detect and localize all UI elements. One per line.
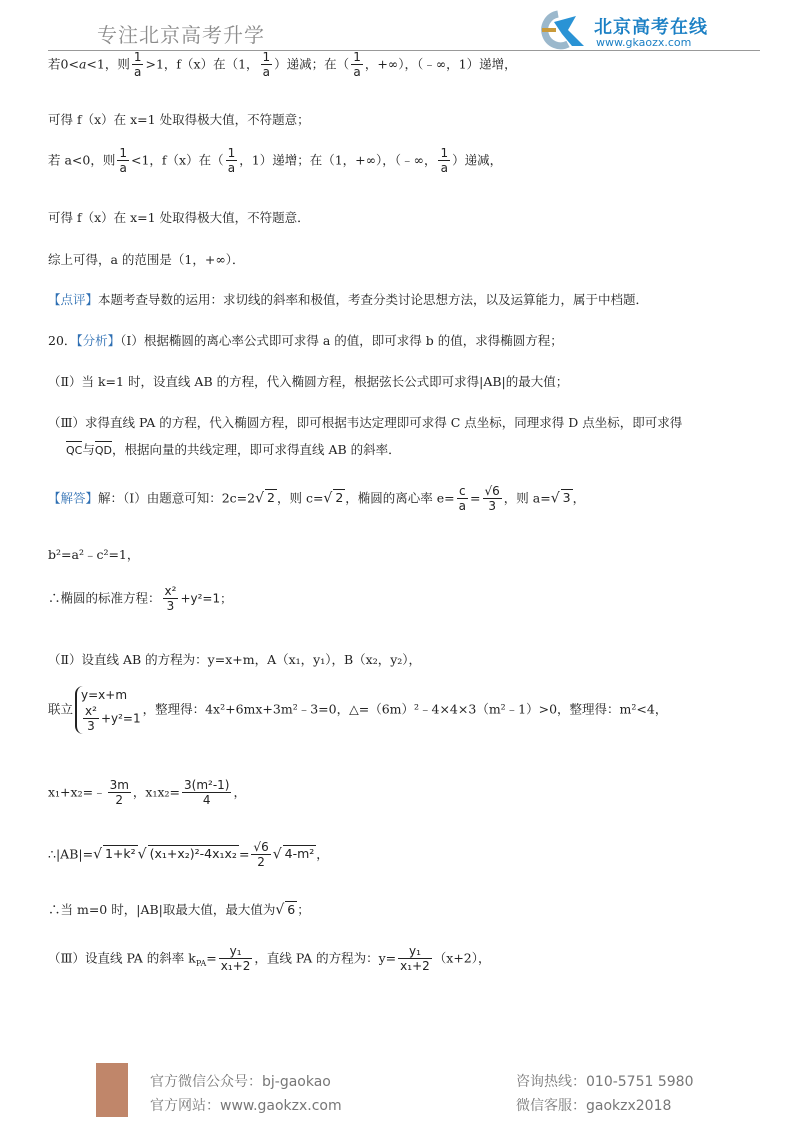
logo-url: www.gkaozx.com (596, 36, 692, 49)
footer-hotline: 咨询热线：010-5751 5980 (516, 1074, 694, 1090)
text-line-1: 若0<a<1，则 $\frac{1}{a}$ >1，f（x）在（1， $\frac{1}{a}$ ）递减；在（ $\frac{1}{a}$ ，+∞），（﹣∞，1）递增， (48, 50, 517, 80)
logo-text: 北京高考在线 (594, 17, 708, 38)
b-squared-line: b²=a²﹣c²=1， (48, 547, 140, 562)
footer-website: 官方网站：www.gaokzx.com (150, 1098, 342, 1114)
ellipse-standard-equation: ∴椭圆的标准方程： $\frac{\text{x²}}{3}$ +y²=1； (48, 584, 233, 614)
max-value-line: ∴当 m=0 时，|AB|取最大值，最大值为√ 6 ； (48, 902, 310, 918)
footer-wechat: 官方微信公众号：bj-gaokao (150, 1074, 331, 1090)
footer-service: 微信客服：gaokzx2018 (516, 1098, 672, 1114)
analysis-part-3a: （Ⅲ）求得直线 PA 的方程，代入椭圆方程，即可根据韦达定理即可求得 C 点坐标，同理求得 D 点坐标，即可求得 (48, 415, 683, 430)
vieta-line: x₁+x₂=﹣ $\frac{3m}{2}$ ，x₁x₂= $\frac{\text{3(m²-1)}}{4}$ ， (48, 778, 246, 808)
text-line-4: 可得 f（x）在 x=1 处取得极大值，不符题意． (48, 210, 310, 225)
analysis-part-3b: QC与QD，根据向量的共线定理，即可求得直线 AB 的斜率． (66, 442, 401, 457)
q20-analysis: 20．【分析】（Ⅰ）根据椭圆的离心率公式即可求得 a 的值，即可求得 b 的值，求得椭圆方程； (48, 333, 563, 348)
analysis-part-2: （Ⅱ）当 k=1 时，设直线 AB 的方程，代入椭圆方程，根据弦长公式即可求得|AB|的最大值； (48, 374, 569, 389)
text-line-2: 可得 f（x）在 x=1 处取得极大值，不符题意； (48, 112, 310, 127)
solution-part-1: 【解答】解：（Ⅰ）由题意可知：2c=2√ 2 ，则 c=√ 2 ，椭圆的离心率 e= $\frac{c}{a}$ = $\frac{√6}{3}$ ，则 a=√ 3 ， (48, 484, 586, 514)
system-of-equations: 联立 y=x+m $\frac{\text{x²}}{3}$ +y²=1 ，整理得：4x²+6mx+3m²﹣3=0，△=（6m）²﹣4×4×3（m²﹣1）>0，整理得：m²<4， (48, 688, 668, 734)
chord-length-line: ∴|AB|=√ 1+k² √ (x₁+x₂)²-4x₁x₂ = $\frac{√6}{2}$ √ 4-m² ， (48, 840, 329, 870)
gk-logo-icon (528, 10, 590, 50)
footer-accent-bar (96, 1063, 128, 1117)
text-line-3: 若 a<0，则 $\frac{1}{a}$ <1，f（x）在（ $\frac{1}{a}$ ，1）递增；在（1，+∞），（﹣∞， $\frac{1}{a}$ ）递减， (48, 146, 503, 176)
solution-part-3: （Ⅲ）设直线 PA 的斜率 $k_{PA}=$ $\frac{\text{y₁}}{\text{x₁+2}}$ ，直线 PA 的方程为：y= $\frac{\text{y₁}}{\text{x₁+2}}$ （x+2）， (48, 944, 491, 974)
comment-line: 【点评】本题考查导数的运用：求切线的斜率和极值，考查分类讨论思想方法，以及运算能力，属于中档题． (48, 292, 649, 307)
page-header-title: 专注北京高考升学 (97, 23, 265, 47)
text-line-5: 综上可得，a 的范围是（1，+∞）． (48, 252, 245, 267)
solution-part-2: （Ⅱ）设直线 AB 的方程为：y=x+m，A（x₁，y₁），B（x₂，y₂）， (48, 652, 422, 667)
